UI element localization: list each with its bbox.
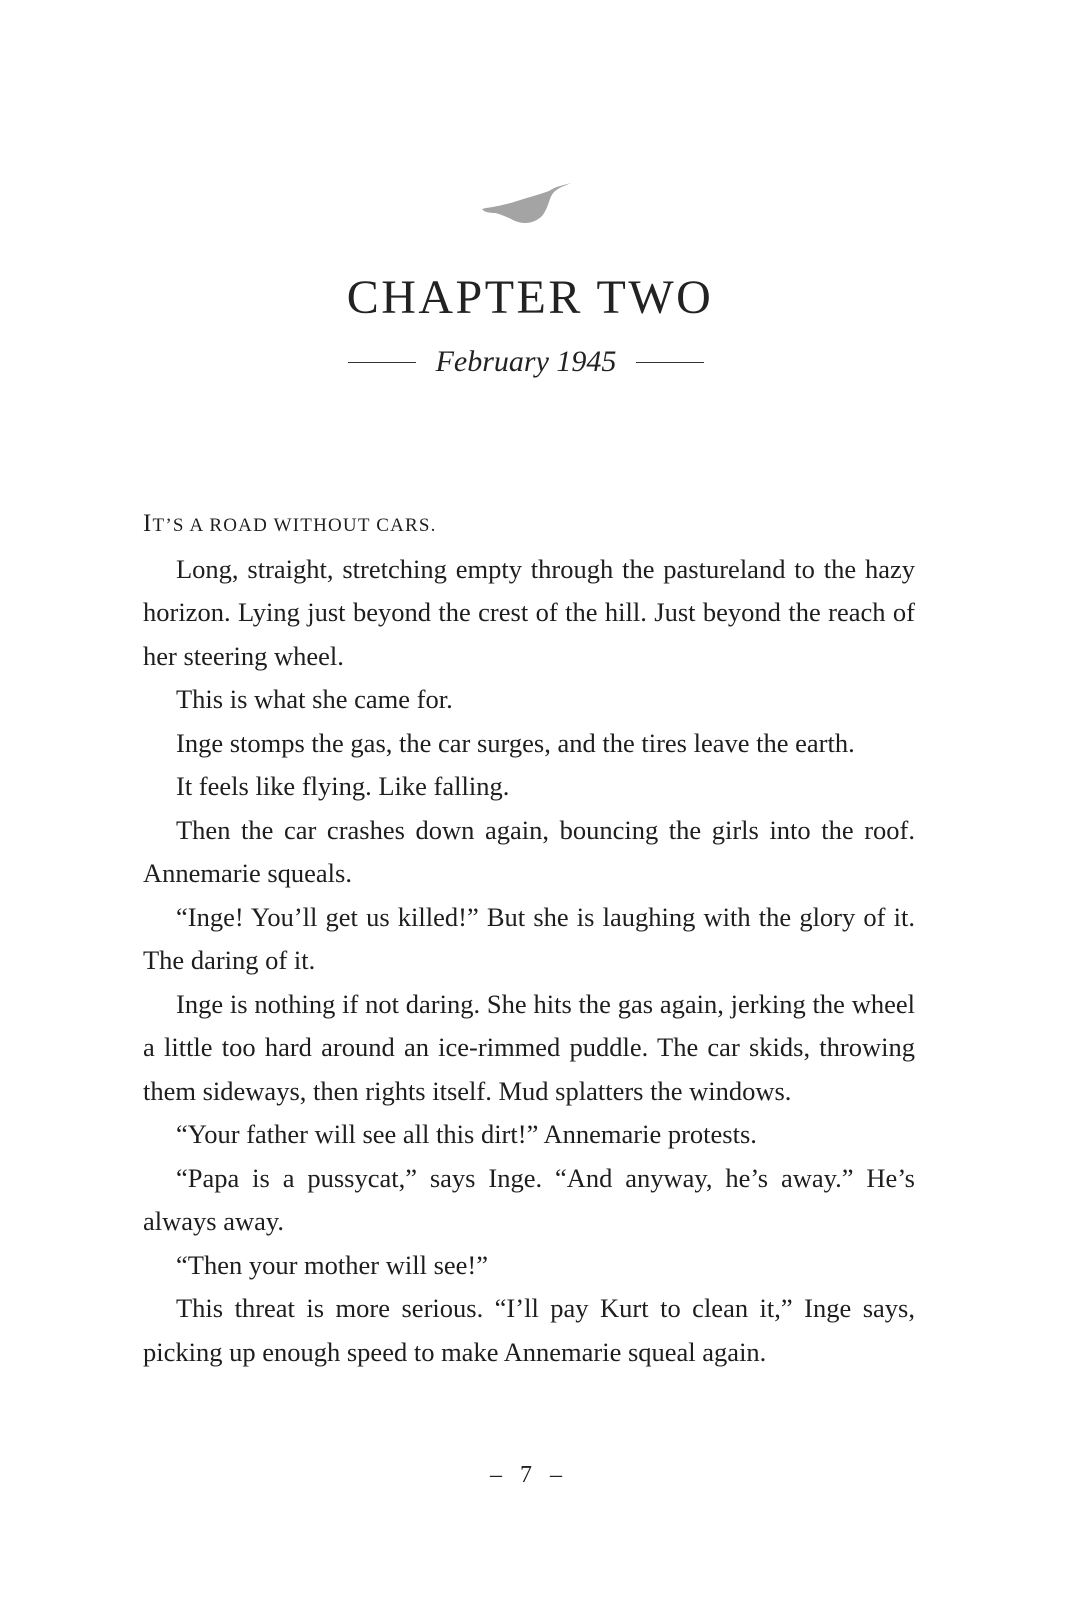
paragraph: “Your father will see all this dirt!” Annemarie protests.: [176, 1119, 757, 1149]
paragraph: Inge is nothing if not daring. She hits the gas again, jerking the wheel a little too hard around an ice-rimmed puddle. The car skids, throwing them sideways, then rights itself. Mud splatters the windows.: [143, 988, 915, 1106]
paragraph: Inge stomps the gas, the car surges, and the tires leave the earth.: [176, 727, 855, 758]
chapter-subtitle: February 1945: [435, 345, 617, 378]
paragraph: Then the car crashes down again, bouncing the girls into the roof. Annemarie squeals.: [143, 814, 915, 888]
left-rule: [348, 362, 416, 363]
opening-line: [143, 502, 915, 548]
paragraph: “Papa is a pussycat,” says Inge. “And anyway, he’s away.” He’s always away.: [143, 1162, 915, 1236]
opening-line-text: T’S A ROAD WITHOUT CARS.: [152, 515, 437, 536]
paragraph: “Then your mother will see!”: [176, 1249, 488, 1280]
paragraph: This threat is more serious. “I’ll pay Kurt to clean it,” Inge says, picking up enough speed to make Annemarie squeal again.: [143, 1293, 915, 1367]
bird-silhouette: [482, 183, 571, 223]
chapter-body: [143, 502, 915, 1374]
chapter-subtitle-row: [0, 342, 1052, 382]
page-number: – 7 –: [490, 1462, 568, 1488]
bird-icon: [480, 178, 574, 224]
paragraph: This is what she came for.: [176, 684, 453, 714]
paragraph: “Inge! You’ll get us killed!” But she is laughing with the glory of it. The daring of it.: [143, 901, 915, 975]
opening-lead-letter: I: [143, 510, 153, 537]
right-rule: [636, 362, 704, 363]
paragraph: Long, straight, stretching empty through the pastureland to the hazy horizon. Lying just beyond the crest of the hill. Just beyond the reach of her steering wheel.: [143, 553, 915, 671]
chapter-title: CHAPTER TWO: [346, 271, 714, 324]
paragraph: It feels like flying. Like falling.: [176, 771, 510, 801]
